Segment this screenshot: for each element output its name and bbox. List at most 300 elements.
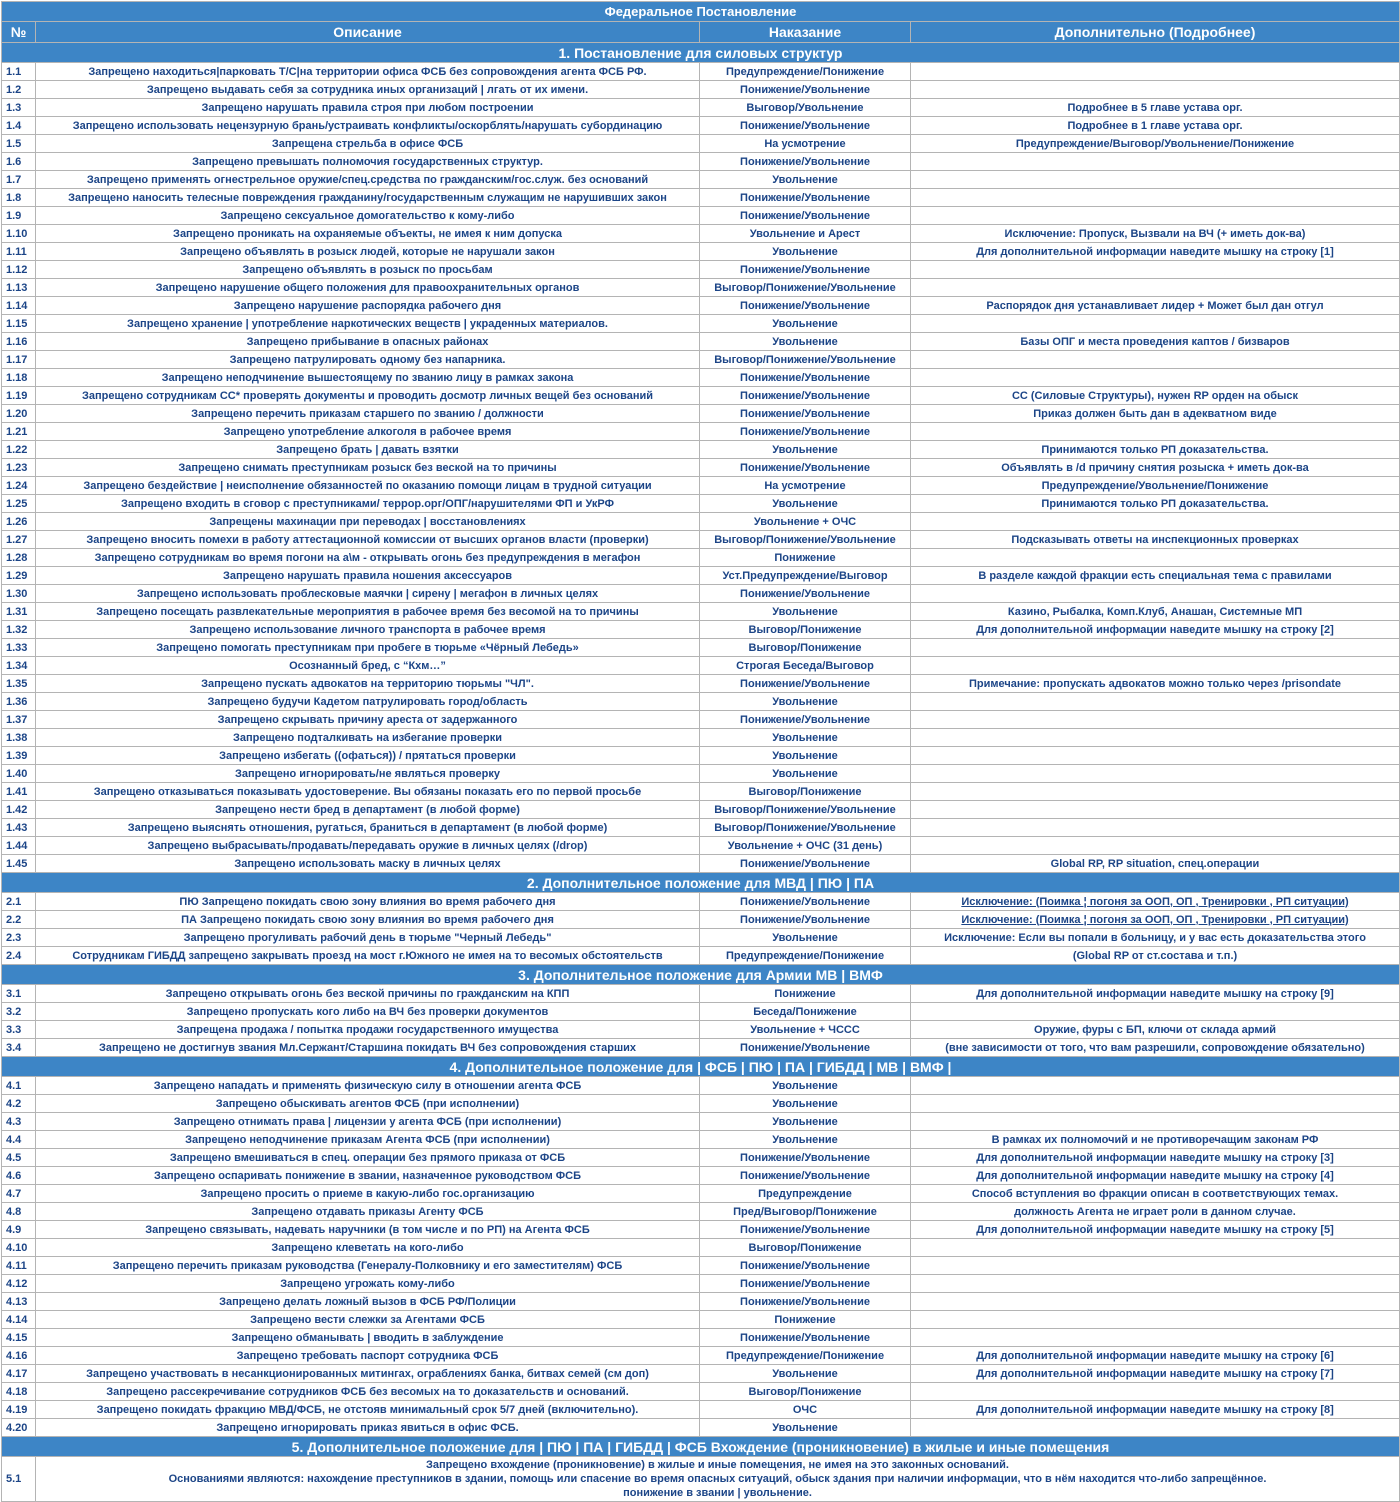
row-description: Запрещено употребление алкоголя в рабочее время: [36, 423, 700, 441]
table-row[interactable]: [2, 1419, 1400, 1437]
row-penalty: Увольнение: [700, 729, 911, 747]
row-penalty: Увольнение: [700, 1419, 911, 1437]
row-penalty: Понижение/Увольнение: [700, 153, 911, 171]
row-number: 1.12: [2, 261, 36, 279]
table-row[interactable]: [2, 675, 1400, 693]
row-number: 1.9: [2, 207, 36, 225]
table-row[interactable]: [2, 819, 1400, 837]
row-description: Запрещено пропускать кого либо на ВЧ без проверки документов: [36, 1003, 700, 1021]
row-details: [911, 171, 1400, 189]
row-description: Запрещено игнорировать приказ явиться в офис ФСБ.: [36, 1419, 700, 1437]
table-row[interactable]: [2, 1383, 1400, 1401]
table-row[interactable]: [2, 911, 1400, 929]
row-details: Подробнее в 5 главе устава орг.: [911, 99, 1400, 117]
row-description: Запрещено нарушение распорядка рабочего дня: [36, 297, 700, 315]
table-row[interactable]: [2, 893, 1400, 911]
row-penalty: Выговор/Понижение: [700, 1383, 911, 1401]
row-details: [911, 693, 1400, 711]
table-row[interactable]: [2, 729, 1400, 747]
row-penalty: Понижение/Увольнение: [700, 1039, 911, 1057]
row-penalty: Выговор/Понижение: [700, 783, 911, 801]
row-details: [911, 729, 1400, 747]
row-number: 1.25: [2, 495, 36, 513]
table-row[interactable]: [2, 207, 1400, 225]
row-penalty: Выговор/Понижение: [700, 639, 911, 657]
row-number: 2.4: [2, 947, 36, 965]
row-details: СС (Силовые Структуры), нужен RP орден на обыск: [911, 387, 1400, 405]
row-description: Запрещено нападать и применять физическую силу в отношении агента ФСБ: [36, 1077, 700, 1095]
table-row[interactable]: [2, 765, 1400, 783]
row-details: Исключение: Если вы попали в больницу, и у вас есть доказательства этого: [911, 929, 1400, 947]
row-number: 1.43: [2, 819, 36, 837]
table-row[interactable]: [2, 1457, 1400, 1502]
row-number: 5.1: [2, 1457, 36, 1502]
row-penalty: Понижение/Увольнение: [700, 1329, 911, 1347]
row-penalty: Понижение/Увольнение: [700, 855, 911, 873]
row-description: Запрещено сексуальное домогательство к кому-либо: [36, 207, 700, 225]
row-number: 1.38: [2, 729, 36, 747]
row-details: Для дополнительной информации наведите мышку на строку [7]: [911, 1365, 1400, 1383]
row-penalty: Понижение: [700, 1311, 911, 1329]
table-row[interactable]: [2, 261, 1400, 279]
row-description: Запрещено скрывать причину ареста от задержанного: [36, 711, 700, 729]
row-penalty: На усмотрение: [700, 135, 911, 153]
row-description: Запрещено просить о приеме в какую-либо гос.организацию: [36, 1185, 700, 1203]
row-number: 1.22: [2, 441, 36, 459]
row-penalty: Предупреждение/Понижение: [700, 947, 911, 965]
row-details: [911, 837, 1400, 855]
row-details: [911, 1311, 1400, 1329]
row-details: В разделе каждой фракции есть специальная тема с правилами: [911, 567, 1400, 585]
row-penalty: Понижение: [700, 985, 911, 1003]
row-description: Запрещено требовать паспорт сотрудника ФСБ: [36, 1347, 700, 1365]
row-details: Примечание: пропускать адвокатов можно только через /prisondate: [911, 675, 1400, 693]
table-row[interactable]: [2, 1039, 1400, 1057]
row-description: Запрещено нарушать правила ношения аксессуаров: [36, 567, 700, 585]
row-description: Запрещено прибывание в опасных районах: [36, 333, 700, 351]
row-description: Запрещено объявлять в розыск по просьбам: [36, 261, 700, 279]
row-details: В рамках их полномочий и не противоречащим законам РФ: [911, 1131, 1400, 1149]
row-penalty: Увольнение: [700, 603, 911, 621]
row-penalty: Увольнение: [700, 495, 911, 513]
row-number: 3.3: [2, 1021, 36, 1039]
table-row[interactable]: [2, 1401, 1400, 1419]
table-row[interactable]: [2, 495, 1400, 513]
section-header-row: [2, 1437, 1400, 1457]
table-row[interactable]: [2, 153, 1400, 171]
row-penalty: Понижение/Увольнение: [700, 189, 911, 207]
row-details: [911, 1419, 1400, 1437]
table-row[interactable]: [2, 423, 1400, 441]
row-number: 1.3: [2, 99, 36, 117]
row-number: 3.1: [2, 985, 36, 1003]
row-details: [911, 1239, 1400, 1257]
row-description: Осознанный бред, с “Кхм…”: [36, 657, 700, 675]
row-number: 1.32: [2, 621, 36, 639]
row-description: Запрещено вести слежки за Агентами ФСБ: [36, 1311, 700, 1329]
row-description: Запрещено нарушение общего положения для правоохранительных органов: [36, 279, 700, 297]
table-row[interactable]: [2, 603, 1400, 621]
row-details: [911, 783, 1400, 801]
row-number: 4.10: [2, 1239, 36, 1257]
row-details: (вне зависимости от того, что вам разрешили, сопровождение обязательно): [911, 1039, 1400, 1057]
table-row[interactable]: [2, 1239, 1400, 1257]
row-number: 4.20: [2, 1419, 36, 1437]
row-number: 4.3: [2, 1113, 36, 1131]
table-row[interactable]: [2, 621, 1400, 639]
col-header-penalty: Наказание: [700, 22, 911, 43]
row-details: [911, 1095, 1400, 1113]
table-row[interactable]: [2, 1221, 1400, 1239]
row-details: [911, 585, 1400, 603]
row-description: Запрещено подталкивать на избегание проверки: [36, 729, 700, 747]
row-penalty: Выговор/Увольнение: [700, 99, 911, 117]
row-penalty: Понижение/Увольнение: [700, 1257, 911, 1275]
row-penalty: Уст.Предупреждение/Выговор: [700, 567, 911, 585]
row-penalty: Понижение/Увольнение: [700, 1275, 911, 1293]
description-line: Запрещено вхождение (проникновение) в жилые и иные помещения, не имея на это законных оснований.: [426, 1459, 1009, 1471]
row-penalty: Увольнение: [700, 441, 911, 459]
row-details: Приказ должен быть дан в адекватном виде: [911, 405, 1400, 423]
table-row[interactable]: [2, 693, 1400, 711]
row-penalty: ОЧС: [700, 1401, 911, 1419]
row-penalty: Увольнение: [700, 1095, 911, 1113]
row-penalty: Беседа/Понижение: [700, 1003, 911, 1021]
row-number: 4.2: [2, 1095, 36, 1113]
row-number: 1.45: [2, 855, 36, 873]
row-number: 1.31: [2, 603, 36, 621]
row-penalty: Понижение/Увольнение: [700, 207, 911, 225]
row-details: [911, 711, 1400, 729]
row-details: Исключение: (Поимка ¦ погоня за ООП, ОП , Тренировки , РП ситуации): [911, 893, 1400, 911]
row-number: 1.28: [2, 549, 36, 567]
row-penalty: Понижение/Увольнение: [700, 1221, 911, 1239]
row-number: 1.30: [2, 585, 36, 603]
col-header-number: №: [2, 22, 36, 43]
table-row[interactable]: [2, 855, 1400, 873]
row-description: Запрещено выяснять отношения, ругаться, браниться в департамент (в любой форме): [36, 819, 700, 837]
row-number: 1.44: [2, 837, 36, 855]
section-title: 1. Постановление для силовых структур: [2, 43, 1400, 63]
row-description: Запрещено открывать огонь без веской причины по гражданским на КПП: [36, 985, 700, 1003]
row-details: [911, 819, 1400, 837]
row-number: 1.7: [2, 171, 36, 189]
row-description: Запрещено угрожать кому-либо: [36, 1275, 700, 1293]
table-row[interactable]: [2, 1003, 1400, 1021]
row-number: 4.6: [2, 1167, 36, 1185]
row-description: Запрещено неподчинение вышестоящему по званию лицу в рамках закона: [36, 369, 700, 387]
row-number: 4.14: [2, 1311, 36, 1329]
row-number: 1.35: [2, 675, 36, 693]
row-penalty: Увольнение: [700, 929, 911, 947]
row-number: 2.2: [2, 911, 36, 929]
row-number: 1.26: [2, 513, 36, 531]
table-row[interactable]: [2, 189, 1400, 207]
row-penalty: На усмотрение: [700, 477, 911, 495]
table-row[interactable]: [2, 549, 1400, 567]
table-row[interactable]: [2, 1203, 1400, 1221]
row-details: Для дополнительной информации наведите мышку на строку [2]: [911, 621, 1400, 639]
row-description: [36, 1457, 1400, 1502]
row-penalty: Увольнение: [700, 1131, 911, 1149]
table-row[interactable]: [2, 929, 1400, 947]
row-penalty: Увольнение: [700, 1077, 911, 1095]
row-penalty: Понижение/Увольнение: [700, 911, 911, 929]
table-row[interactable]: [2, 1149, 1400, 1167]
row-details: [911, 1293, 1400, 1311]
row-details: Принимаются только РП доказательства.: [911, 495, 1400, 513]
row-description: Запрещено сотрудникам во время погони на а\м - открывать огонь без предупреждения в мегафон: [36, 549, 700, 567]
row-number: 1.39: [2, 747, 36, 765]
table-row[interactable]: [2, 1113, 1400, 1131]
row-details: должность Агента не играет роли в данном случае.: [911, 1203, 1400, 1221]
row-description: Запрещено отнимать права | лицензии у агента ФСБ (при исполнении): [36, 1113, 700, 1131]
row-description: Запрещено сотрудникам СС* проверять документы и проводить досмотр личных вещей без оснований: [36, 387, 700, 405]
row-penalty: Пред/Выговор/Понижение: [700, 1203, 911, 1221]
row-details: [911, 747, 1400, 765]
row-penalty: Увольнение: [700, 1365, 911, 1383]
row-description: Запрещено игнорировать/не являться проверку: [36, 765, 700, 783]
row-details: [911, 1329, 1400, 1347]
row-number: 1.2: [2, 81, 36, 99]
row-details: Способ вступления во фракции описан в соответствующих темах.: [911, 1185, 1400, 1203]
table-row[interactable]: [2, 1167, 1400, 1185]
table-row[interactable]: [2, 1311, 1400, 1329]
table-row[interactable]: [2, 405, 1400, 423]
section-title: 2. Дополнительное положение для МВД | ПЮ | ПА: [2, 873, 1400, 893]
table-row[interactable]: [2, 99, 1400, 117]
table-row[interactable]: [2, 801, 1400, 819]
table-row[interactable]: [2, 171, 1400, 189]
row-number: 4.18: [2, 1383, 36, 1401]
row-details: Для дополнительной информации наведите мышку на строку [4]: [911, 1167, 1400, 1185]
row-details: [911, 63, 1400, 81]
row-details: Для дополнительной информации наведите мышку на строку [9]: [911, 985, 1400, 1003]
row-description: Запрещено рассекречивание сотрудников ФСБ без весомых на то доказательств и оснований.: [36, 1383, 700, 1401]
row-description: Запрещено пускать адвокатов на территорию тюрьмы "ЧЛ".: [36, 675, 700, 693]
row-penalty: Выговор/Понижение/Увольнение: [700, 819, 911, 837]
row-number: 1.13: [2, 279, 36, 297]
col-header-description: Описание: [36, 22, 700, 43]
table-row[interactable]: [2, 1131, 1400, 1149]
row-number: 1.19: [2, 387, 36, 405]
table-row[interactable]: [2, 747, 1400, 765]
row-description: Запрещено брать | давать взятки: [36, 441, 700, 459]
row-description: Запрещена стрельба в офисе ФСБ: [36, 135, 700, 153]
row-details: Предупреждение/Выговор/Увольнение/Понижение: [911, 135, 1400, 153]
row-number: 1.18: [2, 369, 36, 387]
row-penalty: Понижение/Увольнение: [700, 1293, 911, 1311]
row-description: Запрещено помогать преступникам при пробеге в тюрьме «Чёрный Лебедь»: [36, 639, 700, 657]
table-row[interactable]: [2, 1257, 1400, 1275]
row-details: [911, 1003, 1400, 1021]
row-number: 1.37: [2, 711, 36, 729]
row-details: [911, 639, 1400, 657]
row-number: 4.16: [2, 1347, 36, 1365]
table-row[interactable]: [2, 225, 1400, 243]
table-row[interactable]: [2, 477, 1400, 495]
row-penalty: Предупреждение: [700, 1185, 911, 1203]
table-row[interactable]: [2, 297, 1400, 315]
table-row[interactable]: [2, 1293, 1400, 1311]
row-penalty: Выговор/Понижение/Увольнение: [700, 531, 911, 549]
row-description: Запрещено оспаривать понижение в звании, назначенное руководством ФСБ: [36, 1167, 700, 1185]
row-number: 2.1: [2, 893, 36, 911]
row-penalty: Увольнение: [700, 171, 911, 189]
row-details: Предупреждение/Увольнение/Понижение: [911, 477, 1400, 495]
table-row[interactable]: [2, 333, 1400, 351]
row-details: Подробнее в 1 главе устава орг.: [911, 117, 1400, 135]
row-penalty: Выговор/Понижение/Увольнение: [700, 801, 911, 819]
row-description: Запрещено обыскивать агентов ФСБ (при исполнении): [36, 1095, 700, 1113]
row-number: 4.1: [2, 1077, 36, 1095]
row-description: Запрещено вмешиваться в спец. операции без прямого приказа от ФСБ: [36, 1149, 700, 1167]
table-row[interactable]: [2, 947, 1400, 965]
row-details: Объявлять в /d причину снятия розыска + иметь док-ва: [911, 459, 1400, 477]
row-number: 1.40: [2, 765, 36, 783]
table-row[interactable]: [2, 531, 1400, 549]
row-number: 4.4: [2, 1131, 36, 1149]
row-penalty: Понижение/Увольнение: [700, 261, 911, 279]
row-description: Запрещено отказываться показывать удостоверение. Вы обязаны показать его по первой просьбе: [36, 783, 700, 801]
table-row[interactable]: [2, 1347, 1400, 1365]
table-row[interactable]: [2, 1077, 1400, 1095]
table-row[interactable]: [2, 369, 1400, 387]
row-details: Для дополнительной информации наведите мышку на строку [5]: [911, 1221, 1400, 1239]
row-details: [911, 369, 1400, 387]
row-description: Запрещено бездействие | неисполнение обязанностей по оказанию помощи лицам в трудной ситуации: [36, 477, 700, 495]
row-penalty: Увольнение: [700, 1113, 911, 1131]
table-row[interactable]: [2, 279, 1400, 297]
row-details: [911, 1275, 1400, 1293]
table-row[interactable]: [2, 63, 1400, 81]
row-number: 1.29: [2, 567, 36, 585]
row-details: Принимаются только РП доказательства.: [911, 441, 1400, 459]
row-number: 3.4: [2, 1039, 36, 1057]
row-description: Запрещено выдавать себя за сотрудника иных организаций | лгать от их имени.: [36, 81, 700, 99]
table-row[interactable]: [2, 585, 1400, 603]
row-number: 4.17: [2, 1365, 36, 1383]
table-row[interactable]: [2, 387, 1400, 405]
row-description: Запрещено наносить телесные повреждения гражданину/государственным служащим не нарушивших закон: [36, 189, 700, 207]
row-details: [911, 189, 1400, 207]
row-number: 1.15: [2, 315, 36, 333]
table-title: Федеральное Постановление: [2, 2, 1400, 22]
table-row[interactable]: [2, 711, 1400, 729]
row-penalty: Увольнение + ОЧС (31 день): [700, 837, 911, 855]
table-row[interactable]: [2, 1275, 1400, 1293]
table-row[interactable]: [2, 567, 1400, 585]
row-description: Запрещено объявлять в розыск людей, которые не нарушали закон: [36, 243, 700, 261]
section-header-row: [2, 965, 1400, 985]
row-details: [911, 279, 1400, 297]
row-description: Запрещено связывать, надевать наручники (в том числе и по РП) на Агента ФСБ: [36, 1221, 700, 1239]
row-description: Запрещено входить в сговор с преступниками/ террор.орг/ОПГ/нарушителями ФП и УкРФ: [36, 495, 700, 513]
section-title: 5. Дополнительное положение для | ПЮ | ПА | ГИБДД | ФСБ Вхождение (проникновение) в жилые и иные помещения: [2, 1437, 1400, 1457]
row-details: Подсказывать ответы на инспекционных проверках: [911, 531, 1400, 549]
row-description: Запрещено не достигнув звания Мл.Сержант/Старшина покидать ВЧ без сопровождения старших: [36, 1039, 700, 1057]
table-row[interactable]: [2, 351, 1400, 369]
row-penalty: Понижение/Увольнение: [700, 81, 911, 99]
row-penalty: Увольнение: [700, 333, 911, 351]
row-details: Исключение: (Поимка ¦ погоня за ООП, ОП , Тренировки , РП ситуации): [911, 911, 1400, 929]
row-description: Запрещено отдавать приказы Агенту ФСБ: [36, 1203, 700, 1221]
table-row[interactable]: [2, 315, 1400, 333]
table-row[interactable]: [2, 783, 1400, 801]
row-details: Исключение: Пропуск, Вызвали на ВЧ (+ иметь док-ва): [911, 225, 1400, 243]
row-penalty: Понижение/Увольнение: [700, 1167, 911, 1185]
section-title: 3. Дополнительное положение для Армии МВ | ВМФ: [2, 965, 1400, 985]
table-row[interactable]: [2, 459, 1400, 477]
row-description: Запрещено снимать преступникам розыск без веской на то причины: [36, 459, 700, 477]
table-row[interactable]: [2, 985, 1400, 1003]
row-description: Запрещено превышать полномочия государственных структур.: [36, 153, 700, 171]
table-row[interactable]: [2, 243, 1400, 261]
row-penalty: Понижение/Увольнение: [700, 423, 911, 441]
row-penalty: Понижение/Увольнение: [700, 675, 911, 693]
row-number: 4.8: [2, 1203, 36, 1221]
row-penalty: Выговор/Понижение/Увольнение: [700, 279, 911, 297]
row-number: 1.8: [2, 189, 36, 207]
table-row[interactable]: [2, 1365, 1400, 1383]
row-description: Запрещено покидать фракцию МВД/ФСБ, не отстояв минимальный срок 5/7 дней (включительно).: [36, 1401, 700, 1419]
row-number: 4.5: [2, 1149, 36, 1167]
row-description: Запрещено перечить приказам руководства (Генералу-Полковнику и его заместителям) ФСБ: [36, 1257, 700, 1275]
table-row[interactable]: [2, 441, 1400, 459]
table-row[interactable]: [2, 1021, 1400, 1039]
table-title-row: [2, 2, 1400, 22]
table-row[interactable]: [2, 135, 1400, 153]
table-row[interactable]: [2, 1329, 1400, 1347]
row-number: 1.42: [2, 801, 36, 819]
row-number: 1.36: [2, 693, 36, 711]
row-details: [911, 153, 1400, 171]
row-penalty: Предупреждение/Понижение: [700, 63, 911, 81]
table-row[interactable]: [2, 513, 1400, 531]
table-row[interactable]: [2, 81, 1400, 99]
row-description: Запрещено клеветать на кого-либо: [36, 1239, 700, 1257]
row-penalty: Понижение/Увольнение: [700, 585, 911, 603]
row-penalty: Увольнение: [700, 243, 911, 261]
row-details: Базы ОПГ и места проведения каптов / бизваров: [911, 333, 1400, 351]
row-description: Запрещено посещать развлекательные мероприятия в рабочее время без весомой на то причины: [36, 603, 700, 621]
table-row[interactable]: [2, 1095, 1400, 1113]
row-penalty: Понижение/Увольнение: [700, 405, 911, 423]
table-row[interactable]: [2, 657, 1400, 675]
row-penalty: Строгая Беседа/Выговор: [700, 657, 911, 675]
table-row[interactable]: [2, 639, 1400, 657]
row-number: 4.11: [2, 1257, 36, 1275]
row-description: Запрещено использовать маску в личных целях: [36, 855, 700, 873]
table-row[interactable]: [2, 117, 1400, 135]
description-line: Основаниями являются: нахождение преступников в здании, помощь или спасение во время опасных ситуаций, обыск здания при наличии информации, что в нём находится что-либо запрещённое.: [168, 1473, 1267, 1485]
row-details: [911, 801, 1400, 819]
row-description: Запрещено хранение | употребление наркотических веществ | украденных материалов.: [36, 315, 700, 333]
row-penalty: Понижение/Увольнение: [700, 117, 911, 135]
table-row[interactable]: [2, 1185, 1400, 1203]
row-description: Запрещено участвовать в несанкционированных митингах, ограблениях банка, битвах семей (см доп): [36, 1365, 700, 1383]
row-number: 1.20: [2, 405, 36, 423]
row-description: Запрещена продажа / попытка продажи государственного имущества: [36, 1021, 700, 1039]
table-row[interactable]: [2, 837, 1400, 855]
row-penalty: Понижение/Увольнение: [700, 893, 911, 911]
row-details: [911, 351, 1400, 369]
row-penalty: Понижение/Увольнение: [700, 1149, 911, 1167]
row-penalty: Понижение/Увольнение: [700, 459, 911, 477]
row-description: Запрещено применять огнестрельное оружие/спец.средства по гражданским/гос.служ. без оснований: [36, 171, 700, 189]
row-penalty: Понижение/Увольнение: [700, 711, 911, 729]
row-description: Запрещено использование личного транспорта в рабочее время: [36, 621, 700, 639]
